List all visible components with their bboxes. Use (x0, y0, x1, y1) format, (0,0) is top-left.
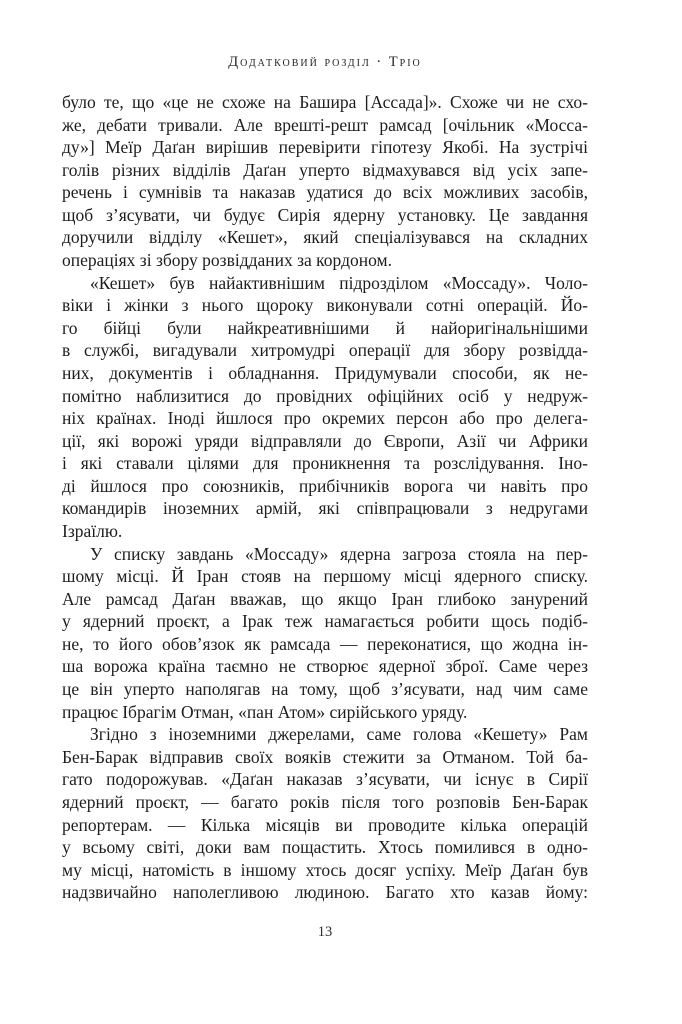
text-line: ніх країнах. Іноді йшлося про окремих персон або про делега- (62, 408, 588, 429)
text-line: не, то його обов’язок як рамсада — переконатися, що жодна ін- (62, 633, 588, 654)
paragraph (62, 723, 588, 904)
text-line: речень і сумнівів та наказав удатися до всіх можливих засобів, (62, 182, 588, 203)
text-line: ді йшлося про союзників, прибічників ворога чи навіть про (62, 475, 588, 496)
paragraph (62, 543, 588, 724)
text-line: ша ворожа країна таємно не створює ядерної зброї. Саме через (62, 656, 588, 677)
text-line: надзвичайно наполегливою людиною. Багато хто казав йому: (62, 882, 588, 903)
text-line: ду»] Меїр Даґан вирішив перевірити гіпотезу Якобі. На зустрічі (62, 137, 588, 158)
text-line: Але рамсад Даґан вважав, що якщо Іран глибоко занурений (62, 588, 588, 609)
text-line: Згідно з іноземними джерелами, саме голова «Кешету» Рам (90, 724, 588, 745)
text-line: в службі, вигадували хитромудрі операції для збору розвідда- (62, 340, 588, 361)
paragraph (62, 272, 588, 543)
text-line: помітно наблизитися до провідних офіційних осіб у недруж- (62, 385, 588, 406)
text-line: щоб з’ясувати, чи будує Сирія ядерну установку. Це завдання (62, 204, 588, 225)
text-line: гато подорожував. «Даґан наказав з’ясувати, чи існує в Сирії (62, 769, 588, 790)
text-line: го бійці були найкреативнішими й найоригінальнішими (62, 317, 588, 338)
text-line: у всьому світі, доки вам пощастить. Хтось помилився в одно- (62, 837, 588, 858)
text-line: «Кешет» був найактивнішим підрозділом «Моссаду». Чоло- (90, 272, 588, 293)
running-header: Додатковий розділ · Тріо (228, 54, 422, 70)
text-line: доручили відділу «Кешет», який спеціалізувався на складних (62, 227, 588, 248)
text-line: Бен-Барак відправив своїх вояків стежити за Отманом. Той ба- (62, 746, 588, 767)
text-line: Ізраїлю. (62, 520, 123, 541)
text-line: репортерам. — Кілька місяців ви проводите кілька операцій (62, 814, 588, 835)
text-line: командирів іноземних армій, які співпрацювали з недругами (62, 498, 588, 519)
text-line: У списку завдань «Моссаду» ядерна загроза стояла на пер- (90, 543, 588, 564)
text-line: них, документів і обладнання. Придумували способи, як не- (62, 362, 588, 383)
text-line: голів різних відділів Даґан уперто відмахувався від усіх запе- (62, 159, 588, 180)
text-line: шому місці. Й Іран стояв на першому місці ядерного списку. (62, 566, 588, 587)
text-line: це він уперто наполягав на тому, щоб з’ясувати, над чим саме (62, 679, 588, 700)
text-line: операціях зі збору розвідданих за кордоном. (62, 250, 392, 271)
text-line: і які ставали цілями для проникнення та розслідування. Іно- (62, 453, 588, 474)
text-line: ядерний проєкт, — багато років після того розповів Бен-Барак (62, 791, 588, 812)
text-line: ції, які ворожі уряди відправляли до Європи, Азії чи Африки (62, 430, 588, 451)
text-line: було те, що «це не схоже на Башира [Ассада]». Схоже чи не схо- (62, 92, 588, 112)
text-line: же, дебати тривали. Але врешті-решт рамсад [очільник «Мосса- (62, 114, 588, 135)
text-line: му місці, натомість в іншому хтось досяг успіху. Меїр Даґан був (62, 859, 588, 880)
text-line: віки і жінки з нього щороку виконували сотні операцій. Йо- (62, 295, 588, 316)
paragraph (62, 91, 588, 272)
text-block (62, 91, 588, 904)
page-number: 13 (317, 924, 333, 940)
text-line: працює Ібрагім Отман, «пан Атом» сирійського уряду. (62, 701, 468, 722)
text-line: у ядерний проєкт, а Ірак теж намагається робити щось подіб- (62, 611, 588, 632)
